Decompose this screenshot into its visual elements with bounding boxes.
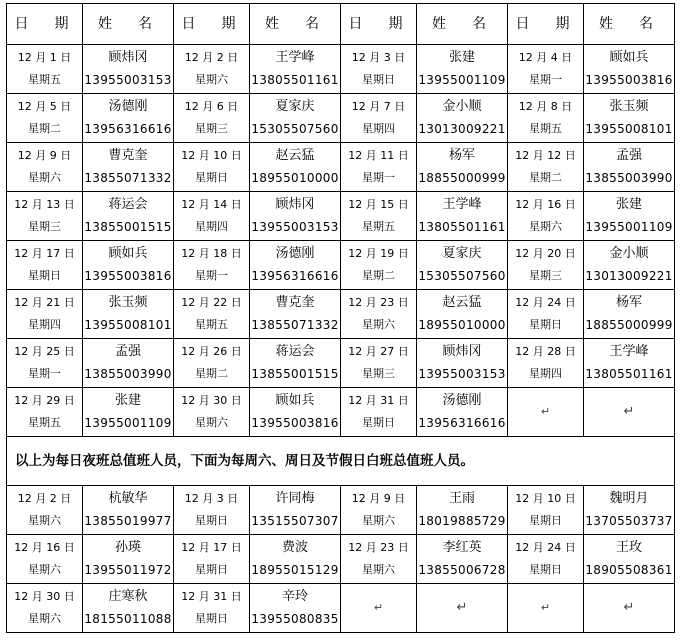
person-phone: 13855006728 xyxy=(418,563,506,577)
duty-weekday: 星期五 xyxy=(28,73,61,86)
night-duty-row xyxy=(7,143,675,192)
person-name: 蒋运会 xyxy=(108,197,148,212)
person-name: 许同梅 xyxy=(275,491,315,506)
person-phone: 13855019977 xyxy=(84,514,172,528)
name-cell xyxy=(417,241,508,290)
name-cell xyxy=(584,290,675,339)
duty-date: 12 月 26 日 xyxy=(181,345,242,358)
person-name: 王玫 xyxy=(615,540,642,555)
person-phone: 18955010000 xyxy=(418,318,506,332)
date-cell xyxy=(508,535,584,584)
date-cell xyxy=(7,241,83,290)
header-date: 日 期 xyxy=(174,4,250,45)
person-phone: 18855000999 xyxy=(418,171,506,185)
duty-weekday: 星期日 xyxy=(195,563,228,576)
paragraph-mark: ↵ xyxy=(373,601,384,614)
person-phone: 13955011972 xyxy=(84,563,172,577)
duty-date: 12 月 21 日 xyxy=(14,296,75,309)
person-phone: 13515507307 xyxy=(251,514,339,528)
duty-weekday: 星期三 xyxy=(195,122,228,135)
person-name: 李红英 xyxy=(442,540,482,555)
name-cell xyxy=(417,584,508,633)
person-name: 顾炜冈 xyxy=(108,50,148,65)
person-name: 金小顺 xyxy=(609,246,649,261)
duty-weekday: 星期四 xyxy=(195,220,228,233)
duty-weekday: 星期日 xyxy=(195,514,228,527)
night-duty-row xyxy=(7,339,675,388)
duty-weekday: 星期三 xyxy=(28,220,61,233)
duty-date: 12 月 16 日 xyxy=(515,198,576,211)
person-name: 顾如兵 xyxy=(108,246,148,261)
person-name: 汤德刚 xyxy=(442,393,482,408)
name-cell xyxy=(417,94,508,143)
duty-date: 12 月 7 日 xyxy=(351,100,406,113)
date-cell xyxy=(508,290,584,339)
name-cell xyxy=(584,143,675,192)
date-cell xyxy=(508,339,584,388)
night-duty-row xyxy=(7,94,675,143)
person-name: 张建 xyxy=(615,197,642,212)
night-duty-row xyxy=(7,290,675,339)
name-cell xyxy=(83,584,174,633)
paragraph-mark: ↵ xyxy=(540,405,551,418)
duty-date: 12 月 9 日 xyxy=(351,492,406,505)
duty-date: 12 月 6 日 xyxy=(184,100,239,113)
person-phone: 13855001515 xyxy=(84,220,172,234)
name-cell xyxy=(417,486,508,535)
person-name: 顾炜冈 xyxy=(442,344,482,359)
person-phone: 13013009221 xyxy=(418,122,506,136)
duty-weekday: 星期日 xyxy=(362,73,395,86)
person-name: 曹克奎 xyxy=(275,295,315,310)
duty-weekday: 星期一 xyxy=(362,171,395,184)
duty-weekday: 星期四 xyxy=(362,122,395,135)
duty-weekday: 星期三 xyxy=(529,269,562,282)
date-cell xyxy=(174,94,250,143)
duty-date: 12 月 4 日 xyxy=(518,51,573,64)
day-duty-row xyxy=(7,535,675,584)
duty-roster-table xyxy=(6,3,675,633)
person-phone: 13955003153 xyxy=(251,220,339,234)
duty-date: 12 月 25 日 xyxy=(14,345,75,358)
duty-weekday: 星期一 xyxy=(28,367,61,380)
person-name: 顾如兵 xyxy=(275,393,315,408)
person-phone: 13855071332 xyxy=(84,171,172,185)
duty-weekday: 星期日 xyxy=(195,612,228,625)
person-name: 王学峰 xyxy=(442,197,482,212)
roster-body xyxy=(7,4,675,633)
name-cell xyxy=(83,535,174,584)
name-cell xyxy=(83,45,174,94)
night-duty-row xyxy=(7,388,675,437)
person-phone: 13705503737 xyxy=(585,514,673,528)
date-cell xyxy=(174,290,250,339)
name-cell xyxy=(417,45,508,94)
date-cell xyxy=(508,192,584,241)
date-cell xyxy=(341,192,417,241)
duty-weekday: 星期六 xyxy=(362,318,395,331)
duty-weekday: 星期五 xyxy=(529,122,562,135)
duty-date: 12 月 10 日 xyxy=(515,492,576,505)
duty-weekday: 星期六 xyxy=(529,220,562,233)
duty-date: 12 月 20 日 xyxy=(515,247,576,260)
person-phone: 13956316616 xyxy=(251,269,339,283)
name-cell xyxy=(250,339,341,388)
person-name: 夏家庆 xyxy=(442,246,482,261)
date-cell xyxy=(341,388,417,437)
header-row xyxy=(7,4,675,45)
name-cell xyxy=(83,290,174,339)
name-cell xyxy=(417,192,508,241)
person-name: 王学峰 xyxy=(275,50,315,65)
date-cell xyxy=(174,45,250,94)
paragraph-mark: ↵ xyxy=(540,601,551,614)
date-cell xyxy=(7,45,83,94)
date-cell xyxy=(341,143,417,192)
date-cell xyxy=(174,241,250,290)
date-cell xyxy=(508,241,584,290)
duty-weekday: 星期四 xyxy=(529,367,562,380)
person-name: 辛玲 xyxy=(281,589,308,604)
name-cell xyxy=(83,486,174,535)
person-phone: 18905508361 xyxy=(585,563,673,577)
person-phone: 13855003990 xyxy=(84,367,172,381)
person-name: 孙瑛 xyxy=(114,540,141,555)
date-cell xyxy=(341,486,417,535)
day-duty-row xyxy=(7,486,675,535)
duty-date: 12 月 16 日 xyxy=(14,541,75,554)
paragraph-mark: ↵ xyxy=(623,404,635,419)
duty-date: 12 月 13 日 xyxy=(14,198,75,211)
date-cell xyxy=(341,535,417,584)
person-name: 庄寒秋 xyxy=(108,589,148,604)
person-phone: 13955003153 xyxy=(84,73,172,87)
name-cell xyxy=(584,388,675,437)
duty-date: 12 月 24 日 xyxy=(515,296,576,309)
date-cell xyxy=(341,241,417,290)
person-name: 孟强 xyxy=(114,344,141,359)
person-name: 赵云猛 xyxy=(442,295,482,310)
duty-weekday: 星期五 xyxy=(28,416,61,429)
duty-date: 12 月 1 日 xyxy=(17,51,72,64)
date-cell xyxy=(341,339,417,388)
night-duty-row xyxy=(7,241,675,290)
date-cell xyxy=(7,192,83,241)
duty-weekday: 星期六 xyxy=(362,514,395,527)
name-cell xyxy=(584,339,675,388)
duty-date: 12 月 27 日 xyxy=(348,345,409,358)
name-cell xyxy=(250,192,341,241)
duty-weekday: 星期一 xyxy=(195,269,228,282)
duty-date: 12 月 11 日 xyxy=(348,149,409,162)
person-name: 金小顺 xyxy=(442,99,482,114)
duty-weekday: 星期日 xyxy=(28,269,61,282)
name-cell xyxy=(250,241,341,290)
person-phone: 13955003816 xyxy=(84,269,172,283)
duty-weekday: 星期一 xyxy=(529,73,562,86)
duty-weekday: 星期六 xyxy=(362,563,395,576)
header-name: 姓 名 xyxy=(584,4,675,45)
duty-date: 12 月 17 日 xyxy=(14,247,75,260)
duty-date: 12 月 3 日 xyxy=(184,492,239,505)
duty-weekday: 星期五 xyxy=(362,220,395,233)
date-cell xyxy=(174,388,250,437)
name-cell xyxy=(417,339,508,388)
date-cell xyxy=(174,192,250,241)
person-name: 杭敏华 xyxy=(108,491,148,506)
person-name: 顾炜冈 xyxy=(275,197,315,212)
person-phone: 18955015129 xyxy=(251,563,339,577)
name-cell xyxy=(584,45,675,94)
date-cell xyxy=(174,143,250,192)
date-cell xyxy=(508,584,584,633)
name-cell xyxy=(83,192,174,241)
person-name: 赵云猛 xyxy=(275,148,315,163)
duty-date: 12 月 23 日 xyxy=(348,296,409,309)
duty-weekday: 星期六 xyxy=(28,171,61,184)
person-name: 孟强 xyxy=(615,148,642,163)
name-cell xyxy=(83,241,174,290)
name-cell xyxy=(584,535,675,584)
name-cell xyxy=(417,143,508,192)
name-cell xyxy=(250,143,341,192)
person-name: 王雨 xyxy=(448,491,475,506)
person-phone: 18855000999 xyxy=(585,318,673,332)
night-duty-row xyxy=(7,192,675,241)
date-cell xyxy=(174,339,250,388)
date-cell xyxy=(174,535,250,584)
duty-date: 12 月 23 日 xyxy=(348,541,409,554)
duty-weekday: 星期日 xyxy=(195,171,228,184)
duty-date: 12 月 15 日 xyxy=(348,198,409,211)
duty-weekday: 星期日 xyxy=(362,416,395,429)
person-phone: 15305507560 xyxy=(418,269,506,283)
date-cell xyxy=(7,535,83,584)
duty-date: 12 月 30 日 xyxy=(181,394,242,407)
person-name: 杨军 xyxy=(615,295,642,310)
person-phone: 13955003153 xyxy=(418,367,506,381)
date-cell xyxy=(174,486,250,535)
name-cell xyxy=(83,143,174,192)
date-cell xyxy=(7,486,83,535)
date-cell xyxy=(508,486,584,535)
header-name: 姓 名 xyxy=(83,4,174,45)
duty-weekday: 星期二 xyxy=(195,367,228,380)
name-cell xyxy=(584,486,675,535)
date-cell xyxy=(508,94,584,143)
person-phone: 13955080835 xyxy=(251,612,339,626)
duty-date: 12 月 14 日 xyxy=(181,198,242,211)
note-row xyxy=(7,437,675,486)
person-phone: 18155011088 xyxy=(84,612,172,626)
header-name: 姓 名 xyxy=(250,4,341,45)
person-phone: 13955001109 xyxy=(418,73,506,87)
duty-date: 12 月 29 日 xyxy=(14,394,75,407)
person-name: 张玉频 xyxy=(609,99,649,114)
name-cell xyxy=(250,584,341,633)
duty-date: 12 月 31 日 xyxy=(181,590,242,603)
duty-weekday: 星期四 xyxy=(28,318,61,331)
name-cell xyxy=(250,45,341,94)
person-name: 汤德刚 xyxy=(108,99,148,114)
header-name: 姓 名 xyxy=(417,4,508,45)
person-phone: 13955008101 xyxy=(84,318,172,332)
duty-date: 12 月 17 日 xyxy=(181,541,242,554)
duty-date: 12 月 28 日 xyxy=(515,345,576,358)
duty-date: 12 月 2 日 xyxy=(184,51,239,64)
name-cell xyxy=(584,584,675,633)
duty-date: 12 月 10 日 xyxy=(181,149,242,162)
person-phone: 13955008101 xyxy=(585,122,673,136)
duty-date: 12 月 9 日 xyxy=(17,149,72,162)
duty-date: 12 月 24 日 xyxy=(515,541,576,554)
person-name: 张建 xyxy=(114,393,141,408)
date-cell xyxy=(7,94,83,143)
date-cell xyxy=(508,45,584,94)
duty-date: 12 月 31 日 xyxy=(348,394,409,407)
paragraph-mark: ↵ xyxy=(456,600,468,615)
person-name: 顾如兵 xyxy=(609,50,649,65)
duty-weekday: 星期二 xyxy=(28,122,61,135)
note-text: 以上为每日夜班总值班人员，下面为每周六、周日及节假日白班总值班人员。 xyxy=(7,437,675,486)
person-phone: 13955001109 xyxy=(84,416,172,430)
header-date: 日 期 xyxy=(7,4,83,45)
person-phone: 13955001109 xyxy=(585,220,673,234)
date-cell xyxy=(508,143,584,192)
name-cell xyxy=(250,535,341,584)
person-phone: 13013009221 xyxy=(585,269,673,283)
person-phone: 13805501161 xyxy=(585,367,673,381)
name-cell xyxy=(584,192,675,241)
person-name: 魏明月 xyxy=(609,491,649,506)
name-cell xyxy=(417,535,508,584)
duty-weekday: 星期六 xyxy=(28,563,61,576)
date-cell xyxy=(7,290,83,339)
person-name: 蒋运会 xyxy=(275,344,315,359)
duty-date: 12 月 8 日 xyxy=(518,100,573,113)
person-phone: 18955010000 xyxy=(251,171,339,185)
name-cell xyxy=(250,94,341,143)
date-cell xyxy=(7,584,83,633)
duty-weekday: 星期日 xyxy=(529,563,562,576)
date-cell xyxy=(341,45,417,94)
name-cell xyxy=(250,290,341,339)
duty-date: 12 月 18 日 xyxy=(181,247,242,260)
person-name: 曹克奎 xyxy=(108,148,148,163)
name-cell xyxy=(584,94,675,143)
person-name: 费波 xyxy=(281,540,308,555)
duty-date: 12 月 5 日 xyxy=(17,100,72,113)
person-phone: 13855001515 xyxy=(251,367,339,381)
duty-date: 12 月 3 日 xyxy=(351,51,406,64)
person-phone: 15305507560 xyxy=(251,122,339,136)
person-phone: 13956316616 xyxy=(84,122,172,136)
duty-weekday: 星期六 xyxy=(28,612,61,625)
person-phone: 18019885729 xyxy=(418,514,506,528)
date-cell xyxy=(7,388,83,437)
duty-date: 12 月 22 日 xyxy=(181,296,242,309)
name-cell xyxy=(417,290,508,339)
person-name: 夏家庆 xyxy=(275,99,315,114)
date-cell xyxy=(174,584,250,633)
night-duty-row xyxy=(7,45,675,94)
paragraph-mark: ↵ xyxy=(623,600,635,615)
person-phone: 13855003990 xyxy=(585,171,673,185)
person-phone: 13956316616 xyxy=(418,416,506,430)
date-cell xyxy=(7,143,83,192)
date-cell xyxy=(508,388,584,437)
duty-weekday: 星期五 xyxy=(195,318,228,331)
person-phone: 13855071332 xyxy=(251,318,339,332)
duty-date: 12 月 19 日 xyxy=(348,247,409,260)
duty-date: 12 月 30 日 xyxy=(14,590,75,603)
name-cell xyxy=(250,388,341,437)
duty-weekday: 星期日 xyxy=(529,318,562,331)
date-cell xyxy=(341,584,417,633)
name-cell xyxy=(417,388,508,437)
person-name: 张建 xyxy=(448,50,475,65)
date-cell xyxy=(341,94,417,143)
name-cell xyxy=(250,486,341,535)
name-cell xyxy=(83,388,174,437)
duty-weekday: 星期六 xyxy=(28,514,61,527)
day-duty-row xyxy=(7,584,675,633)
duty-weekday: 星期六 xyxy=(195,73,228,86)
duty-date: 12 月 12 日 xyxy=(515,149,576,162)
name-cell xyxy=(83,94,174,143)
date-cell xyxy=(7,339,83,388)
duty-weekday: 星期日 xyxy=(529,514,562,527)
header-date: 日 期 xyxy=(508,4,584,45)
person-phone: 13955003816 xyxy=(585,73,673,87)
duty-weekday: 星期二 xyxy=(362,269,395,282)
duty-date: 12 月 2 日 xyxy=(17,492,72,505)
duty-weekday: 星期三 xyxy=(362,367,395,380)
person-phone: 13805501161 xyxy=(418,220,506,234)
duty-weekday: 星期六 xyxy=(195,416,228,429)
header-date: 日 期 xyxy=(341,4,417,45)
duty-weekday: 星期二 xyxy=(529,171,562,184)
date-cell xyxy=(341,290,417,339)
person-name: 杨军 xyxy=(448,148,475,163)
name-cell xyxy=(584,241,675,290)
person-name: 张玉频 xyxy=(108,295,148,310)
person-name: 汤德刚 xyxy=(275,246,315,261)
name-cell xyxy=(83,339,174,388)
person-name: 王学峰 xyxy=(609,344,649,359)
person-phone: 13805501161 xyxy=(251,73,339,87)
person-phone: 13955003816 xyxy=(251,416,339,430)
